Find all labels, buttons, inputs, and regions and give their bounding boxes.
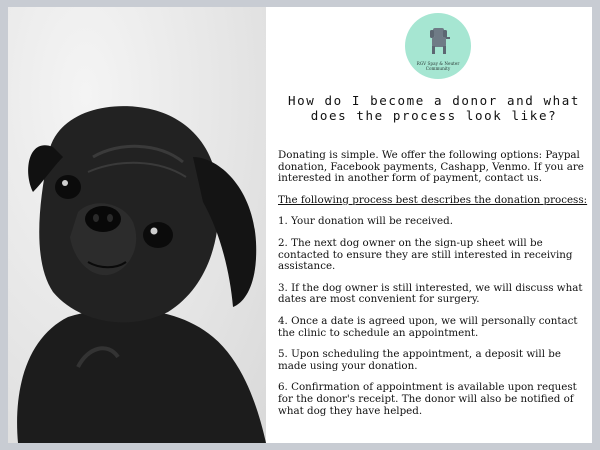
dog-icon bbox=[424, 25, 452, 55]
process-lead: The following process best describes the donation process: bbox=[278, 193, 588, 206]
step-4: 4. Once a date is agreed upon, we will personally contact the clinic to schedule an appointment. bbox=[278, 314, 578, 339]
flyer bbox=[8, 7, 592, 443]
step-5: 5. Upon scheduling the appointment, a deposit will be made using your donation. bbox=[278, 348, 561, 372]
organization-logo bbox=[405, 13, 471, 79]
step-6: 6. Confirmation of appointment is available upon request for the donor's receipt. The donor will also be notified of what dog they have helped. bbox=[278, 381, 577, 417]
info-panel bbox=[270, 7, 592, 443]
page-title: How do I become a donor and what does the process look like? bbox=[287, 93, 581, 123]
step-3: 3. If the dog owner is still interested, we will discuss what dates are most convenient for surgery. bbox=[278, 281, 583, 306]
pug-illustration bbox=[8, 7, 266, 443]
pug-photo bbox=[8, 7, 266, 443]
step-1: 1. Your donation will be received. bbox=[278, 215, 453, 228]
body-text bbox=[278, 150, 588, 427]
intro-paragraph: Donating is simple. We offer the following options: Paypal donation, Facebook payments, Cashapp, Venmo. If you are interested in another form of payment, contact us. bbox=[278, 149, 584, 185]
step-2: 2. The next dog owner on the sign-up sheet will be contacted to ensure they are still interested in receiving assistance. bbox=[278, 236, 573, 273]
logo-text: RGV Spay & Neuter Community bbox=[416, 61, 460, 71]
